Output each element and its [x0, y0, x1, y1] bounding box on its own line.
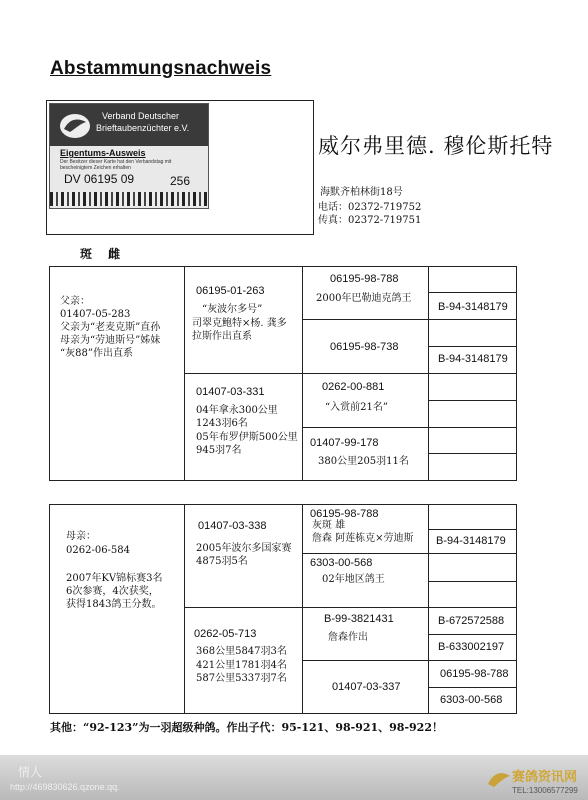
father-gf-line-2: 司翠克鲍特×杨. 龚多 [192, 318, 287, 329]
father-gff-note: 2000年巴勒迪克鸽王 [316, 293, 412, 304]
father-gm-code: 01407-03-331 [196, 386, 265, 398]
father-gm-line-1: 04年拿永300公里 [196, 405, 278, 416]
mother-top-line [49, 504, 517, 505]
mother-r3-line [428, 581, 517, 582]
card-small-print: Der Besitzer dieser Karte hat den Verbandstag mit bescheinigtem Zeichen erhalten [60, 159, 172, 171]
father-gff-ring: B-94-3148179 [438, 301, 508, 313]
mother-col3-line [428, 504, 429, 714]
header-frame-bottom [46, 234, 314, 235]
mother-mid-line [184, 607, 517, 608]
father-gmf-code: 0262-00-881 [322, 381, 385, 393]
father-r5-line [428, 400, 517, 401]
mother-line-1: 母亲： [66, 531, 96, 542]
header-frame-left [46, 100, 47, 234]
father-gmm-code: 01407-99-178 [310, 437, 379, 449]
father-bottom-line [49, 480, 517, 481]
mother-r5-line [428, 634, 517, 635]
father-line-1: 父亲： [60, 296, 90, 307]
father-left-line [49, 266, 50, 481]
mother-gmf-r1: B-672572588 [438, 615, 505, 627]
mother-gf-line-1: 2005年波尔多国家赛 [196, 543, 292, 554]
card-number: DV 06195 09 [64, 172, 135, 186]
father-line-5: “灰88”作出直系 [60, 348, 133, 359]
mother-r7-line [428, 687, 517, 688]
father-r3-line [428, 346, 517, 347]
father-gmf-note: “入赏前21名” [325, 402, 388, 413]
father-line-3: 父亲为“老麦克斯”直孙 [60, 322, 161, 333]
mother-gmm-r2: 6303-00-568 [440, 694, 503, 706]
father-gm-line-2: 1243羽6名 [196, 418, 248, 429]
mother-q1-line [302, 553, 517, 554]
mother-gmm-code: 01407-03-337 [332, 681, 401, 693]
mother-gfm-code: 6303-00-568 [310, 557, 373, 569]
father-gm-line-3: 05年布罗伊斯500公里 [196, 432, 298, 443]
mother-bottom-line [49, 713, 517, 714]
father-line-4: 母亲为“劳迪斯号”姊妹 [60, 335, 161, 346]
father-line-2: 01407-05-283 [60, 309, 131, 320]
mother-col2-line [302, 504, 303, 714]
owner-address: 海默齐柏林街18号 [320, 187, 403, 198]
mother-gmm-r1: 06195-98-788 [440, 668, 509, 680]
bird-label: 斑 雌 [80, 247, 127, 261]
mother-r1-line [428, 529, 517, 530]
father-gmm-note: 380公里205羽11名 [318, 456, 409, 467]
card-pattern-strip [50, 192, 208, 206]
father-gf-line-3: 拉斯作出直系 [192, 331, 252, 342]
mother-gmf-code: B-99-3821431 [324, 613, 394, 625]
watermark-tel: TEL:13006577299 [512, 786, 578, 795]
mother-gm-line-1: 368公里5847羽3名 [196, 646, 287, 657]
ownership-card [49, 103, 209, 209]
father-q1-line [302, 319, 517, 320]
mother-left-line [49, 504, 50, 714]
page-title: Abstammungsnachweis [50, 58, 272, 79]
mother-line-5: 6次参赛，4次获奖， [66, 586, 159, 597]
mother-gf-code: 01407-03-338 [198, 520, 267, 532]
father-gm-line-4: 945羽7名 [196, 445, 242, 456]
father-r7-line [428, 453, 517, 454]
mother-gfm-note: 02年地区鸽王 [322, 574, 385, 585]
mother-right-line [516, 504, 517, 714]
father-top-line [49, 266, 517, 267]
header-frame-top [46, 100, 313, 101]
mother-gff-code: 06195-98-788 [310, 508, 379, 520]
card-ring: 256 [170, 174, 191, 188]
card-line1: Verband Deutscher [102, 111, 180, 121]
mother-gm-line-3: 587公里5337羽7名 [196, 673, 287, 684]
mother-gff-ring: B-94-3148179 [436, 535, 506, 547]
footer-note: 其他：“92-123”为一羽超级种鸽。作出子代：95-121、98-921、98-922！ [50, 721, 443, 734]
pigeon-logo-icon [486, 768, 512, 790]
father-r1-line [428, 292, 517, 293]
father-gfm-ring: B-94-3148179 [438, 353, 508, 365]
mother-gmf-r2: B-633002197 [438, 641, 505, 653]
watermark-brand: 赛鸽资讯网 [512, 769, 578, 784]
mother-gf-line-2: 4875羽5名 [196, 556, 248, 567]
mother-gm-line-2: 421公里1781羽4名 [196, 660, 287, 671]
mother-q3-line [302, 660, 517, 661]
watermark-left: 情人 [18, 765, 43, 779]
mother-gm-code: 0262-05-713 [194, 628, 257, 640]
card-header [50, 104, 208, 146]
father-gf-code: 06195-01-263 [196, 285, 265, 297]
mother-gmf-note: 詹森作出 [328, 632, 368, 643]
father-gf-line-1: “灰波尔多号” [202, 304, 263, 315]
watermark-url: http://469830626.qzone.qq. [10, 782, 120, 792]
mother-gff-line-1: 灰斑 雄 [312, 520, 346, 531]
father-gff-code: 06195-98-788 [330, 273, 399, 285]
card-line2: Brieftaubenzüchter e.V. [96, 123, 190, 133]
father-mid-line [184, 373, 517, 374]
dove-logo-icon [58, 112, 92, 140]
mother-line-4: 2007年KV锦标赛3名 [66, 573, 163, 584]
card-heading: Eigentums-Ausweis [60, 148, 146, 158]
mother-col1-line [184, 504, 185, 714]
owner-phone: 电话：02372-719752 [318, 202, 422, 213]
owner-fax: 传真：02372-719751 [318, 215, 422, 226]
father-gfm-code: 06195-98-738 [330, 341, 399, 353]
header-frame-right [313, 100, 314, 234]
owner-name: 威尔弗里德. 穆伦斯托特 [318, 134, 554, 158]
mother-line-6: 获得1843鸽王分数。 [66, 599, 162, 610]
mother-gff-line-2: 詹森 阿莲栋克×劳迪斯 [312, 533, 414, 544]
mother-line-2: 0262-06-584 [66, 545, 131, 556]
father-q3-line [302, 427, 517, 428]
